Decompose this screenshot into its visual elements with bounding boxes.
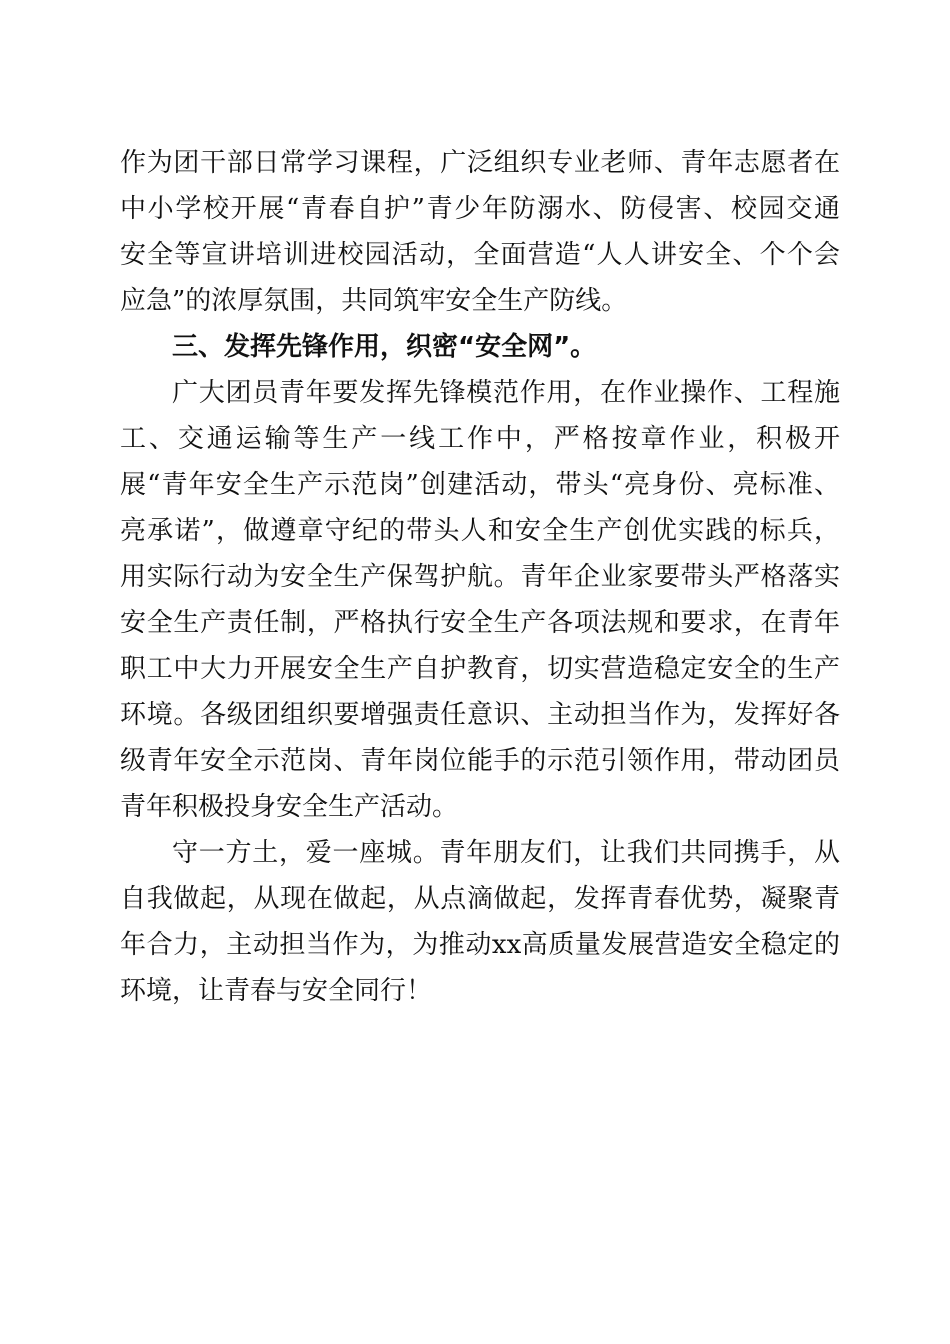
text-line: 安全生产责任制，严格执行安全生产各项法规和要求，在青年 [120, 608, 840, 638]
text-line: 中小学校开展“青春自护”青少年防溺水、防侵害、校园交通 [120, 194, 840, 224]
text-line: 作为团干部日常学习课程，广泛组织专业老师、青年志愿者在 [120, 148, 840, 178]
text-line: 年合力，主动担当作为，为推动xx高质量发展营造安全稳定的 [120, 930, 840, 960]
text-line: 环境。各级团组织要增强责任意识、主动担当作为，发挥好各 [120, 700, 840, 730]
text-line: 用实际行动为安全生产保驾护航。青年企业家要带头严格落实 [120, 562, 840, 592]
text-line: 职工中大力开展安全生产自护教育，切实营造稳定安全的生产 [120, 654, 840, 684]
paragraph-closing [120, 830, 840, 1014]
text-line: 安全等宣讲培训进校园活动，全面营造“人人讲安全、个个会 [120, 240, 840, 270]
text-line: 守一方土，爱一座城。青年朋友们，让我们共同携手，从 [172, 838, 840, 868]
text-line: 工、交通运输等生产一线工作中，严格按章作业，积极开 [120, 424, 840, 454]
text-line: 应急”的浓厚氛围，共同筑牢安全生产防线。 [120, 286, 628, 316]
paragraph-intro [120, 140, 840, 324]
text-line: 展“青年安全生产示范岗”创建活动，带头“亮身份、亮标准、 [120, 470, 840, 500]
text-line: 环境，让青春与安全同行！ [120, 976, 433, 1006]
text-line: 级青年安全示范岗、青年岗位能手的示范引领作用，带动团员 [120, 746, 840, 776]
section-heading: 三、发挥先锋作用，织密“安全网”。 [172, 332, 597, 362]
text-line: 广大团员青年要发挥先锋模范作用，在作业操作、工程施 [172, 378, 840, 408]
text-line: 青年积极投身安全生产活动。 [120, 792, 459, 822]
text-line: 自我做起，从现在做起，从点滴做起，发挥青春优势，凝聚青 [120, 884, 840, 914]
text-line: 亮承诺”，做遵章守纪的带头人和安全生产创优实践的标兵， [120, 516, 840, 546]
document-body [120, 140, 840, 1014]
paragraph-section [120, 370, 840, 830]
